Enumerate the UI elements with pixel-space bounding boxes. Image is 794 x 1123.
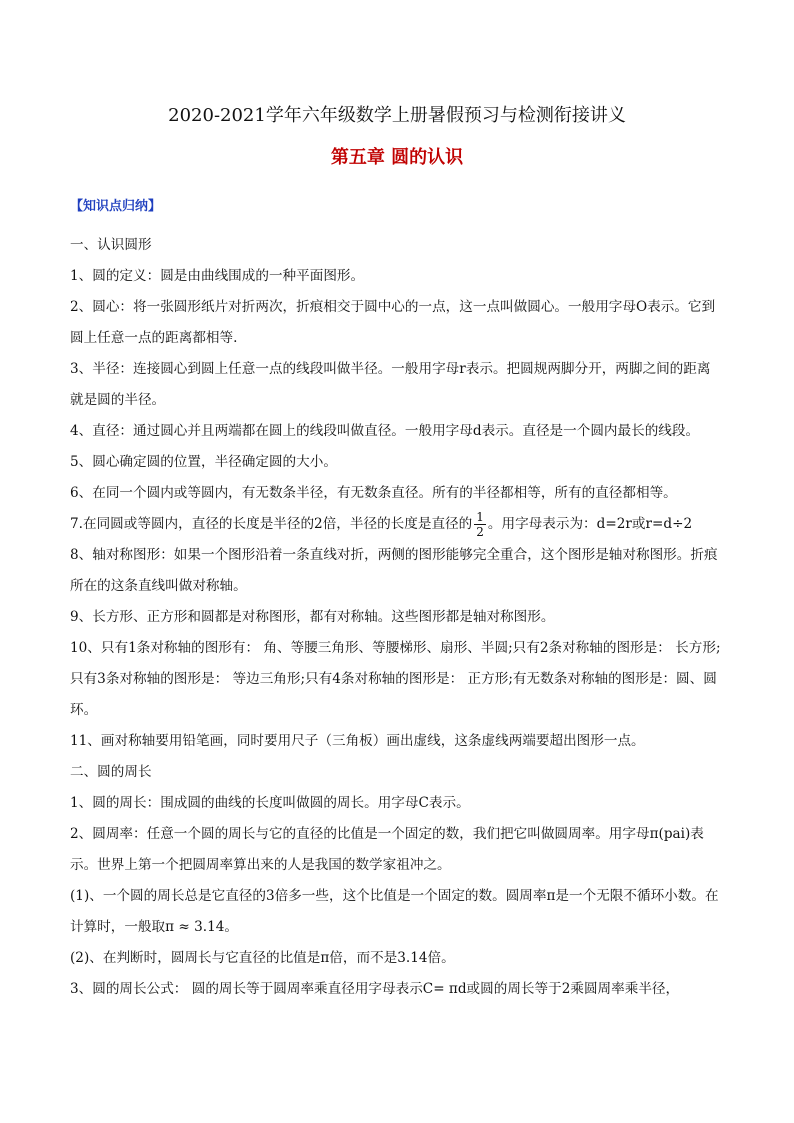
paragraph-draw-axis: 11、画对称轴要用铅笔画，同时要用尺子（三角板）画出虚线，这条虚线两端要超出图形一点。 [70, 733, 645, 749]
paragraph-circle-definition: 1、圆的定义：圆是由曲线围成的一种平面图形。 [70, 268, 365, 284]
chapter-title: 第五章 圆的认识 [330, 147, 464, 168]
section-heading-recognize-circle: 一、认识圆形 [70, 237, 152, 253]
fraction-denominator: 2 [476, 525, 484, 539]
paragraph-pi: 2、圆周率：任意一个圆的周长与它的直径的比值是一个固定的数，我们把它叫做圆周率。用字母π(pai)表示。世界上第一个把圆周率算出来的人是我国的数学家祖冲之。 [70, 826, 704, 873]
paragraph-axial-symmetry: 8、轴对称图形：如果一个图形沿着一条直线对折，两侧的图形能够完全重合，这个图形是轴对称图形。折痕所在的这条直线叫做对称轴。 [70, 547, 718, 594]
relation-text-start: 7.在同圆或等圆内，直径的长度是半径的2倍，半径的长度是直径的 [70, 516, 473, 532]
paragraph-circumference-formula: 3、圆的周长公式： 圆的周长等于圆周率乘直径用字母表示C= πd或圆的周长等于2乘圆周率乘半径， [70, 981, 680, 997]
paragraph-diameter-radius-relation [70, 509, 724, 540]
paragraph-axis-counts: 10、只有1条对称轴的图形有： 角、等腰三角形、等腰梯形、扇形、半圆;只有2条对称轴的图形是： 长方形;只有3条对称轴的图形是： 等边三角形;只有4条对称轴的图形是： 正方形;有无数条对称轴的图形是：圆、圆环。 [70, 640, 721, 718]
paragraph-pi-approx: (1)、一个圆的周长总是它直径的3倍多一些，这个比值是一个固定的数。圆周率π是一个无限不循环小数。在计算时，一般取π ≈ 3.14。 [70, 888, 719, 935]
paragraph-symmetric-shapes: 9、长方形、正方形和圆都是对称图形，都有对称轴。这些图形都是轴对称图形。 [70, 609, 555, 625]
document-title: 2020-2021学年六年级数学上册暑假预习与检测衔接讲义 [168, 105, 626, 126]
fraction-numerator: 1 [476, 510, 484, 524]
section-heading-circumference: 二、圆的周长 [70, 764, 152, 780]
paragraph-center: 2、圆心：将一张圆形纸片对折两次，折痕相交于圆中心的一点，这一点叫做圆心。一般用字母O表示。它到圆上任意一点的距离都相等. [70, 299, 716, 346]
paragraph-circumference: 1、圆的周长：围成圆的曲线的长度叫做圆的周长。用字母C表示。 [70, 795, 470, 811]
document-body [70, 230, 724, 1005]
paragraph-diameter: 4、直径：通过圆心并且两端都在圆上的线段叫做直径。一般用字母d表示。直径是一个圆内最长的线段。 [70, 423, 700, 439]
knowledge-summary-tag: 【知识点归纳】 [70, 199, 162, 214]
paragraph-position-size: 5、圆心确定圆的位置，半径确定圆的大小。 [70, 454, 337, 470]
fraction-one-half [474, 510, 486, 539]
paragraph-radius: 3、半径：连接圆心到圆上任意一点的线段叫做半径。一般用字母r表示。把圆规两脚分开，两脚之间的距离就是圆的半径。 [70, 361, 711, 408]
paragraph-pi-ratio: (2)、在判断时，圆周长与它直径的比值是π倍，而不是3.14倍。 [70, 950, 455, 966]
relation-text-end: 。用字母表示为：d=2r或r=d÷2 [487, 516, 693, 532]
paragraph-same-circle: 6、在同一个圆内或等圆内，有无数条半径，有无数条直径。所有的半径都相等，所有的直径都相等。 [70, 485, 677, 501]
